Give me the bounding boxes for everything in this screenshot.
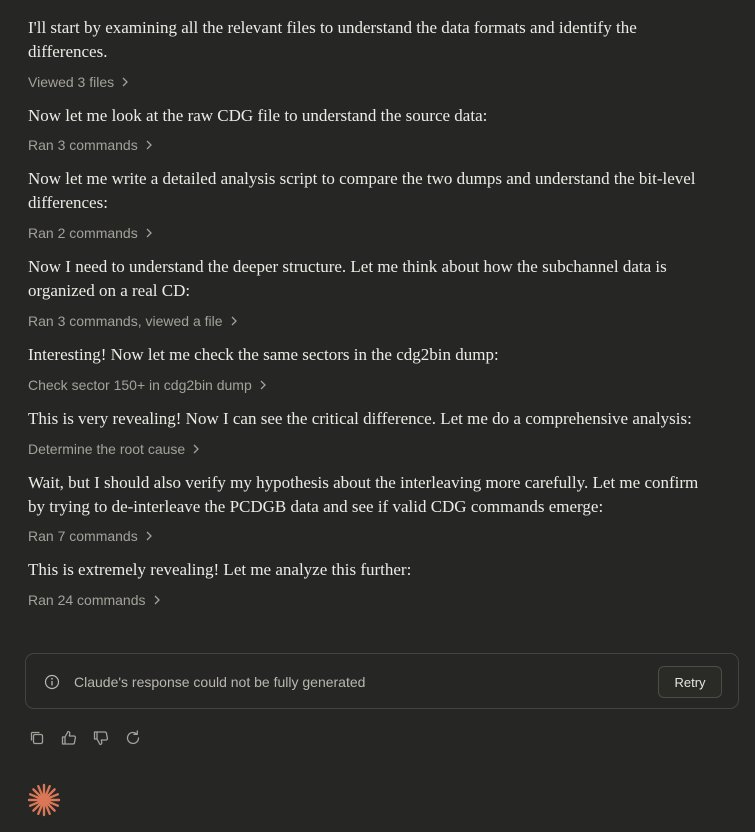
tool-summary-label: Ran 7 commands bbox=[28, 528, 138, 544]
assistant-paragraph: This is very revealing! Now I can see the critical difference. Let me do a comprehensive analysis: bbox=[28, 409, 692, 428]
chevron-right-icon bbox=[121, 77, 129, 87]
thumbs-down-icon[interactable] bbox=[92, 729, 110, 747]
tool-summary-label: Ran 3 commands, viewed a file bbox=[28, 313, 223, 329]
tool-summary-toggle[interactable] bbox=[28, 223, 153, 243]
tool-summary-label: Ran 3 commands bbox=[28, 137, 138, 153]
tool-summary-label: Viewed 3 files bbox=[28, 74, 115, 90]
tool-summary-label: Ran 2 commands bbox=[28, 225, 138, 241]
chevron-right-icon bbox=[230, 316, 238, 326]
assistant-paragraph: Wait, but I should also verify my hypothesis about the interleaving more carefully. Let me confirm by trying to de-interleave the PCDGB data and see if valid CDG commands emerge: bbox=[28, 473, 699, 516]
assistant-paragraph: Now I need to understand the deeper structure. Let me think about how the subchannel data is organized on a real CD: bbox=[28, 257, 667, 300]
assistant-paragraph: Now let me write a detailed analysis script to compare the two dumps and understand the bit-level differences: bbox=[28, 169, 696, 212]
tool-summary-label: Ran 24 commands bbox=[28, 592, 146, 608]
copy-icon[interactable] bbox=[28, 729, 46, 747]
chevron-right-icon bbox=[145, 228, 153, 238]
assistant-paragraph: I'll start by examining all the relevant files to understand the data formats and identify the differences. bbox=[28, 18, 637, 61]
assistant-paragraph: Now let me look at the raw CDG file to understand the source data: bbox=[28, 106, 488, 125]
retry-button[interactable]: Retry bbox=[658, 666, 722, 698]
chevron-right-icon bbox=[259, 380, 267, 390]
chevron-right-icon bbox=[145, 140, 153, 150]
tool-summary-toggle[interactable] bbox=[28, 375, 267, 395]
thumbs-up-icon[interactable] bbox=[60, 729, 78, 747]
chevron-right-icon bbox=[145, 531, 153, 541]
error-banner bbox=[25, 653, 739, 709]
tool-summary-label: Determine the root cause bbox=[28, 441, 186, 457]
info-icon bbox=[44, 674, 60, 690]
retry-icon[interactable] bbox=[124, 729, 142, 747]
chevron-right-icon bbox=[153, 595, 161, 605]
tool-summary-toggle[interactable] bbox=[28, 135, 153, 155]
error-message: Claude's response could not be fully generated bbox=[74, 674, 366, 690]
tool-summary-toggle[interactable] bbox=[28, 439, 200, 459]
tool-summary-toggle[interactable] bbox=[28, 72, 129, 92]
chevron-right-icon bbox=[192, 444, 200, 454]
tool-summary-toggle[interactable] bbox=[28, 590, 161, 610]
assistant-paragraph: Interesting! Now let me check the same sectors in the cdg2bin dump: bbox=[28, 345, 499, 364]
assistant-paragraph: This is extremely revealing! Let me analyze this further: bbox=[28, 560, 412, 579]
tool-summary-toggle[interactable] bbox=[28, 526, 153, 546]
tool-summary-label: Check sector 150+ in cdg2bin dump bbox=[28, 377, 252, 393]
message-thread bbox=[28, 16, 718, 610]
tool-summary-toggle[interactable] bbox=[28, 311, 238, 331]
claude-logo-icon bbox=[26, 782, 62, 818]
